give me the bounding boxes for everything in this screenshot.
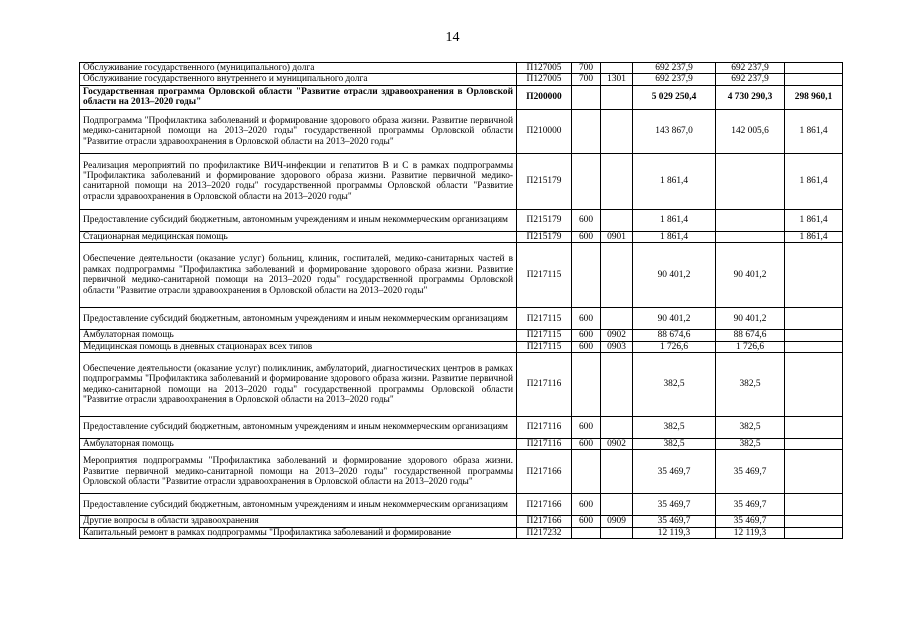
amount-column-3-cell (785, 494, 843, 516)
program-name-cell: Мероприятия подпрограммы "Профилактика заболеваний и формирование здорового образа жизни. Развитие первичной медико-санитарной помощи на 2013–2020 годы" государственной программы Орловской области "Развитие отрасли здравоохранения в Орловской области на 2013–2020 годы" (80, 450, 517, 494)
target-article-code-cell: П217116 (517, 417, 572, 439)
table-row (80, 516, 843, 527)
amount-column-2-cell: 88 674,6 (716, 330, 785, 341)
amount-column-2-cell (716, 209, 785, 231)
program-name-cell: Амбулаторная помощь (80, 330, 517, 341)
total-amount-cell: 1 861,4 (633, 231, 716, 242)
amount-column-3-cell: 1 861,4 (785, 153, 843, 209)
amount-column-3-cell (785, 243, 843, 308)
expense-type-code-cell: 600 (572, 209, 601, 231)
table-row (80, 231, 843, 242)
section-code-cell (601, 153, 633, 209)
program-name-cell: Капитальный ремонт в рамках подпрограммы "Профилактика заболеваний и формирование (80, 527, 517, 538)
amount-column-3-cell (785, 439, 843, 450)
amount-column-2-cell: 382,5 (716, 417, 785, 439)
total-amount-cell: 382,5 (633, 353, 716, 417)
amount-column-2-cell (716, 153, 785, 209)
amount-column-3-cell (785, 417, 843, 439)
expense-type-code-cell: 600 (572, 516, 601, 527)
amount-column-2-cell: 90 401,2 (716, 308, 785, 330)
section-code-cell (601, 243, 633, 308)
table-row (80, 308, 843, 330)
target-article-code-cell: П217166 (517, 516, 572, 527)
amount-column-3-cell (785, 527, 843, 538)
target-article-code-cell: П217232 (517, 527, 572, 538)
amount-column-2-cell: 4 730 290,3 (716, 85, 785, 109)
total-amount-cell: 88 674,6 (633, 330, 716, 341)
target-article-code-cell: П217166 (517, 494, 572, 516)
expense-type-code-cell: 700 (572, 63, 601, 74)
amount-column-3-cell (785, 308, 843, 330)
target-article-code-cell: П217116 (517, 439, 572, 450)
program-name-cell: Государственная программа Орловской области "Развитие отрасли здравоохранения в Орловской области на 2013–2020 годы" (80, 85, 517, 109)
program-name-cell: Обеспечение деятельности (оказание услуг) поликлиник, амбулаторий, диагностических центров в рамках подпрограммы "Профилактика заболеваний и формирование здорового образа жизни. Развитие первичной медико-санитарной помощи на 2013–2020 годы" государственной программы Орловской области "Развитие отрасли здравоохранения в Орловской области на 2013–2020 годы" (80, 353, 517, 417)
total-amount-cell: 5 029 250,4 (633, 85, 716, 109)
table-row (80, 439, 843, 450)
amount-column-3-cell (785, 330, 843, 341)
section-code-cell: 0901 (601, 231, 633, 242)
total-amount-cell: 35 469,7 (633, 516, 716, 527)
table-row (80, 527, 843, 538)
amount-column-3-cell (785, 450, 843, 494)
amount-column-3-cell (785, 516, 843, 527)
expense-type-code-cell: 600 (572, 494, 601, 516)
section-code-cell: 0902 (601, 330, 633, 341)
budget-table (79, 62, 843, 539)
total-amount-cell: 90 401,2 (633, 243, 716, 308)
section-code-cell (601, 450, 633, 494)
expense-type-code-cell: 600 (572, 341, 601, 352)
amount-column-2-cell: 1 726,6 (716, 341, 785, 352)
amount-column-2-cell: 35 469,7 (716, 516, 785, 527)
amount-column-3-cell: 1 861,4 (785, 209, 843, 231)
table-row (80, 63, 843, 74)
amount-column-2-cell: 35 469,7 (716, 450, 785, 494)
amount-column-2-cell: 12 119,3 (716, 527, 785, 538)
program-name-cell: Медицинская помощь в дневных стационарах всех типов (80, 341, 517, 352)
amount-column-3-cell (785, 63, 843, 74)
section-code-cell (601, 353, 633, 417)
table-row (80, 209, 843, 231)
target-article-code-cell: П210000 (517, 109, 572, 153)
program-name-cell: Стационарная медицинская помощь (80, 231, 517, 242)
section-code-cell (601, 109, 633, 153)
amount-column-2-cell: 35 469,7 (716, 494, 785, 516)
table-row (80, 153, 843, 209)
program-name-cell: Предоставление субсидий бюджетным, автономным учреждениям и иным некоммерческим организациям (80, 417, 517, 439)
table-row (80, 341, 843, 352)
total-amount-cell: 1 726,6 (633, 341, 716, 352)
total-amount-cell: 35 469,7 (633, 450, 716, 494)
target-article-code-cell: П217115 (517, 341, 572, 352)
target-article-code-cell: П217115 (517, 330, 572, 341)
expense-type-code-cell: 700 (572, 74, 601, 85)
expense-type-code-cell (572, 353, 601, 417)
expense-type-code-cell (572, 109, 601, 153)
amount-column-3-cell (785, 353, 843, 417)
expense-type-code-cell (572, 243, 601, 308)
amount-column-3-cell: 298 960,1 (785, 85, 843, 109)
section-code-cell (601, 85, 633, 109)
expense-type-code-cell: 600 (572, 231, 601, 242)
target-article-code-cell: П215179 (517, 153, 572, 209)
table-row (80, 494, 843, 516)
amount-column-2-cell: 692 237,9 (716, 74, 785, 85)
section-code-cell: 0903 (601, 341, 633, 352)
table-row (80, 109, 843, 153)
section-code-cell (601, 527, 633, 538)
target-article-code-cell: П127005 (517, 63, 572, 74)
program-name-cell: Обеспечение деятельности (оказание услуг) больниц, клиник, госпиталей, медико-санитарных частей в рамках подпрограммы "Профилактика заболеваний и формирование здорового образа жизни. Развитие первичной медико-санитарной помощи на 2013–2020 годы" государственной программы Орловской области "Развитие отрасли здравоохранения в Орловской области на 2013–2020 годы" (80, 243, 517, 308)
target-article-code-cell: П217116 (517, 353, 572, 417)
total-amount-cell: 692 237,9 (633, 74, 716, 85)
program-name-cell: Предоставление субсидий бюджетным, автономным учреждениям и иным некоммерческим организациям (80, 209, 517, 231)
program-name-cell: Предоставление субсидий бюджетным, автономным учреждениям и иным некоммерческим организациям (80, 494, 517, 516)
total-amount-cell: 1 861,4 (633, 209, 716, 231)
expense-type-code-cell: 600 (572, 308, 601, 330)
target-article-code-cell: П217115 (517, 308, 572, 330)
program-name-cell: Обслуживание государственного (муниципального) долга (80, 63, 517, 74)
program-name-cell: Амбулаторная помощь (80, 439, 517, 450)
table-row (80, 417, 843, 439)
amount-column-2-cell: 382,5 (716, 353, 785, 417)
total-amount-cell: 382,5 (633, 417, 716, 439)
section-code-cell (601, 209, 633, 231)
program-name-cell: Подпрограмма "Профилактика заболеваний и формирование здорового образа жизни. Развитие первичной медико-санитарной помощи на 2013–2020 годы" государственной программы Орловской области "Развитие отрасли здравоохранения в Орловской области на 2013–2020 годы" (80, 109, 517, 153)
total-amount-cell: 692 237,9 (633, 63, 716, 74)
total-amount-cell: 143 867,0 (633, 109, 716, 153)
section-code-cell: 0909 (601, 516, 633, 527)
target-article-code-cell: П217115 (517, 243, 572, 308)
table-row (80, 353, 843, 417)
page-number: 14 (445, 30, 460, 45)
total-amount-cell: 382,5 (633, 439, 716, 450)
section-code-cell (601, 308, 633, 330)
target-article-code-cell: П215179 (517, 209, 572, 231)
amount-column-3-cell: 1 861,4 (785, 109, 843, 153)
target-article-code-cell: П200000 (517, 85, 572, 109)
amount-column-2-cell: 142 005,6 (716, 109, 785, 153)
expense-type-code-cell (572, 527, 601, 538)
expense-type-code-cell: 600 (572, 439, 601, 450)
amount-column-3-cell (785, 74, 843, 85)
program-name-cell: Обслуживание государственного внутреннего и муниципального долга (80, 74, 517, 85)
program-name-cell: Реализация мероприятий по профилактике ВИЧ-инфекции и гепатитов В и С в рамках подпрограммы "Профилактика заболеваний и формирование здорового образа жизни. Развитие первичной медико-санитарной помощи на 2013–2020 годы" государственной программы Орловской области "Развитие отрасли здравоохранения в Орловской области на 2013–2020 годы" (80, 153, 517, 209)
table-row (80, 85, 843, 109)
program-name-cell: Другие вопросы в области здравоохранения (80, 516, 517, 527)
section-code-cell (601, 417, 633, 439)
amount-column-3-cell (785, 341, 843, 352)
expense-type-code-cell: 600 (572, 330, 601, 341)
section-code-cell (601, 63, 633, 74)
section-code-cell: 0902 (601, 439, 633, 450)
expense-type-code-cell: 600 (572, 417, 601, 439)
table-row (80, 74, 843, 85)
amount-column-2-cell: 382,5 (716, 439, 785, 450)
amount-column-2-cell: 90 401,2 (716, 243, 785, 308)
program-name-cell: Предоставление субсидий бюджетным, автономным учреждениям и иным некоммерческим организациям (80, 308, 517, 330)
total-amount-cell: 90 401,2 (633, 308, 716, 330)
total-amount-cell: 12 119,3 (633, 527, 716, 538)
target-article-code-cell: П127005 (517, 74, 572, 85)
section-code-cell: 1301 (601, 74, 633, 85)
target-article-code-cell: П217166 (517, 450, 572, 494)
total-amount-cell: 1 861,4 (633, 153, 716, 209)
amount-column-3-cell: 1 861,4 (785, 231, 843, 242)
expense-type-code-cell (572, 85, 601, 109)
table-row (80, 243, 843, 308)
section-code-cell (601, 494, 633, 516)
target-article-code-cell: П215179 (517, 231, 572, 242)
table-row (80, 450, 843, 494)
expense-type-code-cell (572, 450, 601, 494)
expense-type-code-cell (572, 153, 601, 209)
amount-column-2-cell: 692 237,9 (716, 63, 785, 74)
amount-column-2-cell (716, 231, 785, 242)
table-row (80, 330, 843, 341)
total-amount-cell: 35 469,7 (633, 494, 716, 516)
